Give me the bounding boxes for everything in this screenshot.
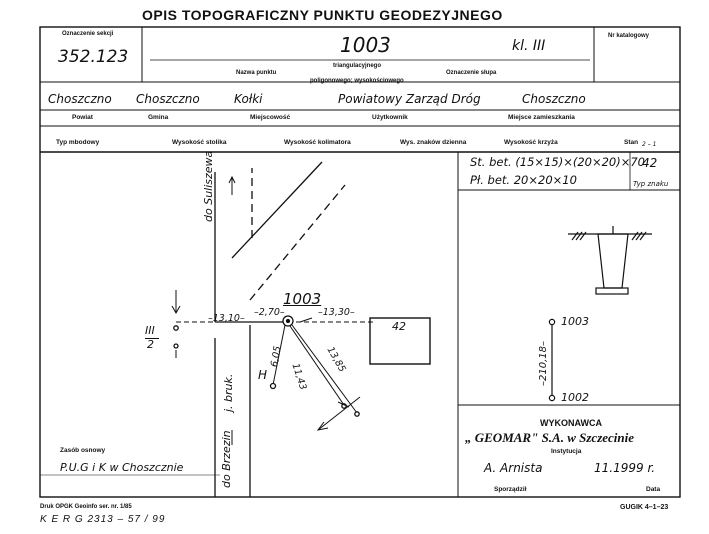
uzytkownik-value: Powiatowy Zarząd Dróg bbox=[338, 92, 481, 106]
powiat-label: Powiat bbox=[72, 114, 93, 121]
sketch-point-label: 1003 bbox=[283, 290, 322, 308]
sporzadzil-label: Sporządził bbox=[494, 486, 527, 493]
road-south-label: do Brzezin bbox=[220, 430, 233, 488]
miejscowosc-value: Kołki bbox=[234, 92, 263, 106]
miejscowosc-label: Miejscowość bbox=[250, 114, 291, 121]
pl-bet: Pł. bet. 20×20×10 bbox=[470, 173, 577, 187]
wys-stolika-label: Wysokość stolika bbox=[172, 139, 227, 146]
road-north-label: do Suliszewa bbox=[202, 150, 215, 222]
miejsce-label: Miejsce zamieszkania bbox=[508, 114, 575, 121]
data-label: Data bbox=[646, 486, 661, 493]
stan-value: 2 – 1 bbox=[642, 141, 657, 148]
dist-mid: –2,70– bbox=[254, 307, 285, 318]
company-name: „ GEOMAR" S.A. w Szczecinie bbox=[465, 430, 635, 445]
typ-label: Typ mbodowy bbox=[56, 139, 100, 146]
road-surface-label: j. bruk. bbox=[222, 373, 235, 412]
wys-kolimatora-label: Wysokość kolimatora bbox=[284, 139, 351, 146]
wys-krzyza-label: Wysokość krzyża bbox=[504, 139, 558, 146]
profile-distance: –210,18– bbox=[538, 341, 549, 386]
typ-label: Typ znaku bbox=[633, 180, 669, 188]
building-number: 42 bbox=[392, 320, 406, 333]
gmina-label: Gmina bbox=[148, 114, 169, 121]
typ-number: 42 bbox=[642, 156, 658, 170]
dist-left: –13,10– bbox=[208, 313, 245, 324]
zasob-label: Zasób osnowy bbox=[60, 447, 106, 454]
slupa-label: Oznaczenie słupa bbox=[446, 70, 497, 76]
zasob-value: P.U.G i K w Choszcznie bbox=[60, 461, 184, 474]
point-class: kl. III bbox=[512, 38, 546, 54]
author-name: A. Arnista bbox=[484, 461, 543, 475]
sekcja-label: Oznaczenie sekcji bbox=[62, 31, 114, 37]
dist-right: –13,30– bbox=[318, 307, 355, 318]
kerg-number: K E R G 2313 – 57 / 99 bbox=[40, 514, 166, 525]
h-mark: H bbox=[258, 368, 268, 382]
wykonawca-label: WYKONAWCA bbox=[540, 418, 602, 428]
dist-h: 6,05 bbox=[269, 345, 284, 368]
powiat-value: Choszczno bbox=[48, 92, 112, 106]
uzytkownik-label: Użytkownik bbox=[372, 114, 408, 121]
sekcja-value: 352.123 bbox=[58, 47, 129, 67]
stan-label: Stan bbox=[624, 139, 639, 146]
ref-top: III bbox=[145, 324, 155, 337]
type-line1: triangulacyjnego bbox=[333, 63, 382, 69]
print-note: Druk OPGK Geoinfo ser. nr. 1/85 bbox=[40, 504, 132, 510]
ref-bottom: 2 bbox=[147, 338, 154, 351]
profile-bottom-point: 1002 bbox=[561, 391, 589, 404]
dist-diag1: 11,43 bbox=[289, 362, 309, 392]
type-line2: poligonowego; wysokościowego bbox=[310, 78, 404, 84]
form-code: GUGIK 4–1–23 bbox=[620, 504, 669, 511]
profile-top-point: 1003 bbox=[561, 315, 589, 328]
date-value: 11.1999 r. bbox=[594, 461, 656, 475]
point-number: 1003 bbox=[340, 33, 391, 57]
katalog-label: Nr katalogowy bbox=[608, 33, 650, 39]
gmina-value: Choszczno bbox=[136, 92, 200, 106]
miejsce-value: Choszczno bbox=[522, 92, 586, 106]
nazwa-label: Nazwa punktu bbox=[236, 70, 277, 76]
dist-diag2: 13,85 bbox=[324, 345, 348, 375]
page-title: OPIS TOPOGRAFICZNY PUNKTU GEODEZYJNEGO bbox=[142, 7, 503, 23]
instytucja-label: Instytucja bbox=[551, 448, 582, 455]
st-bet: St. bet. (15×15)×(20×20)×70 bbox=[470, 155, 645, 169]
wys-znaku-label: Wys. znaków dzienna bbox=[400, 139, 467, 146]
